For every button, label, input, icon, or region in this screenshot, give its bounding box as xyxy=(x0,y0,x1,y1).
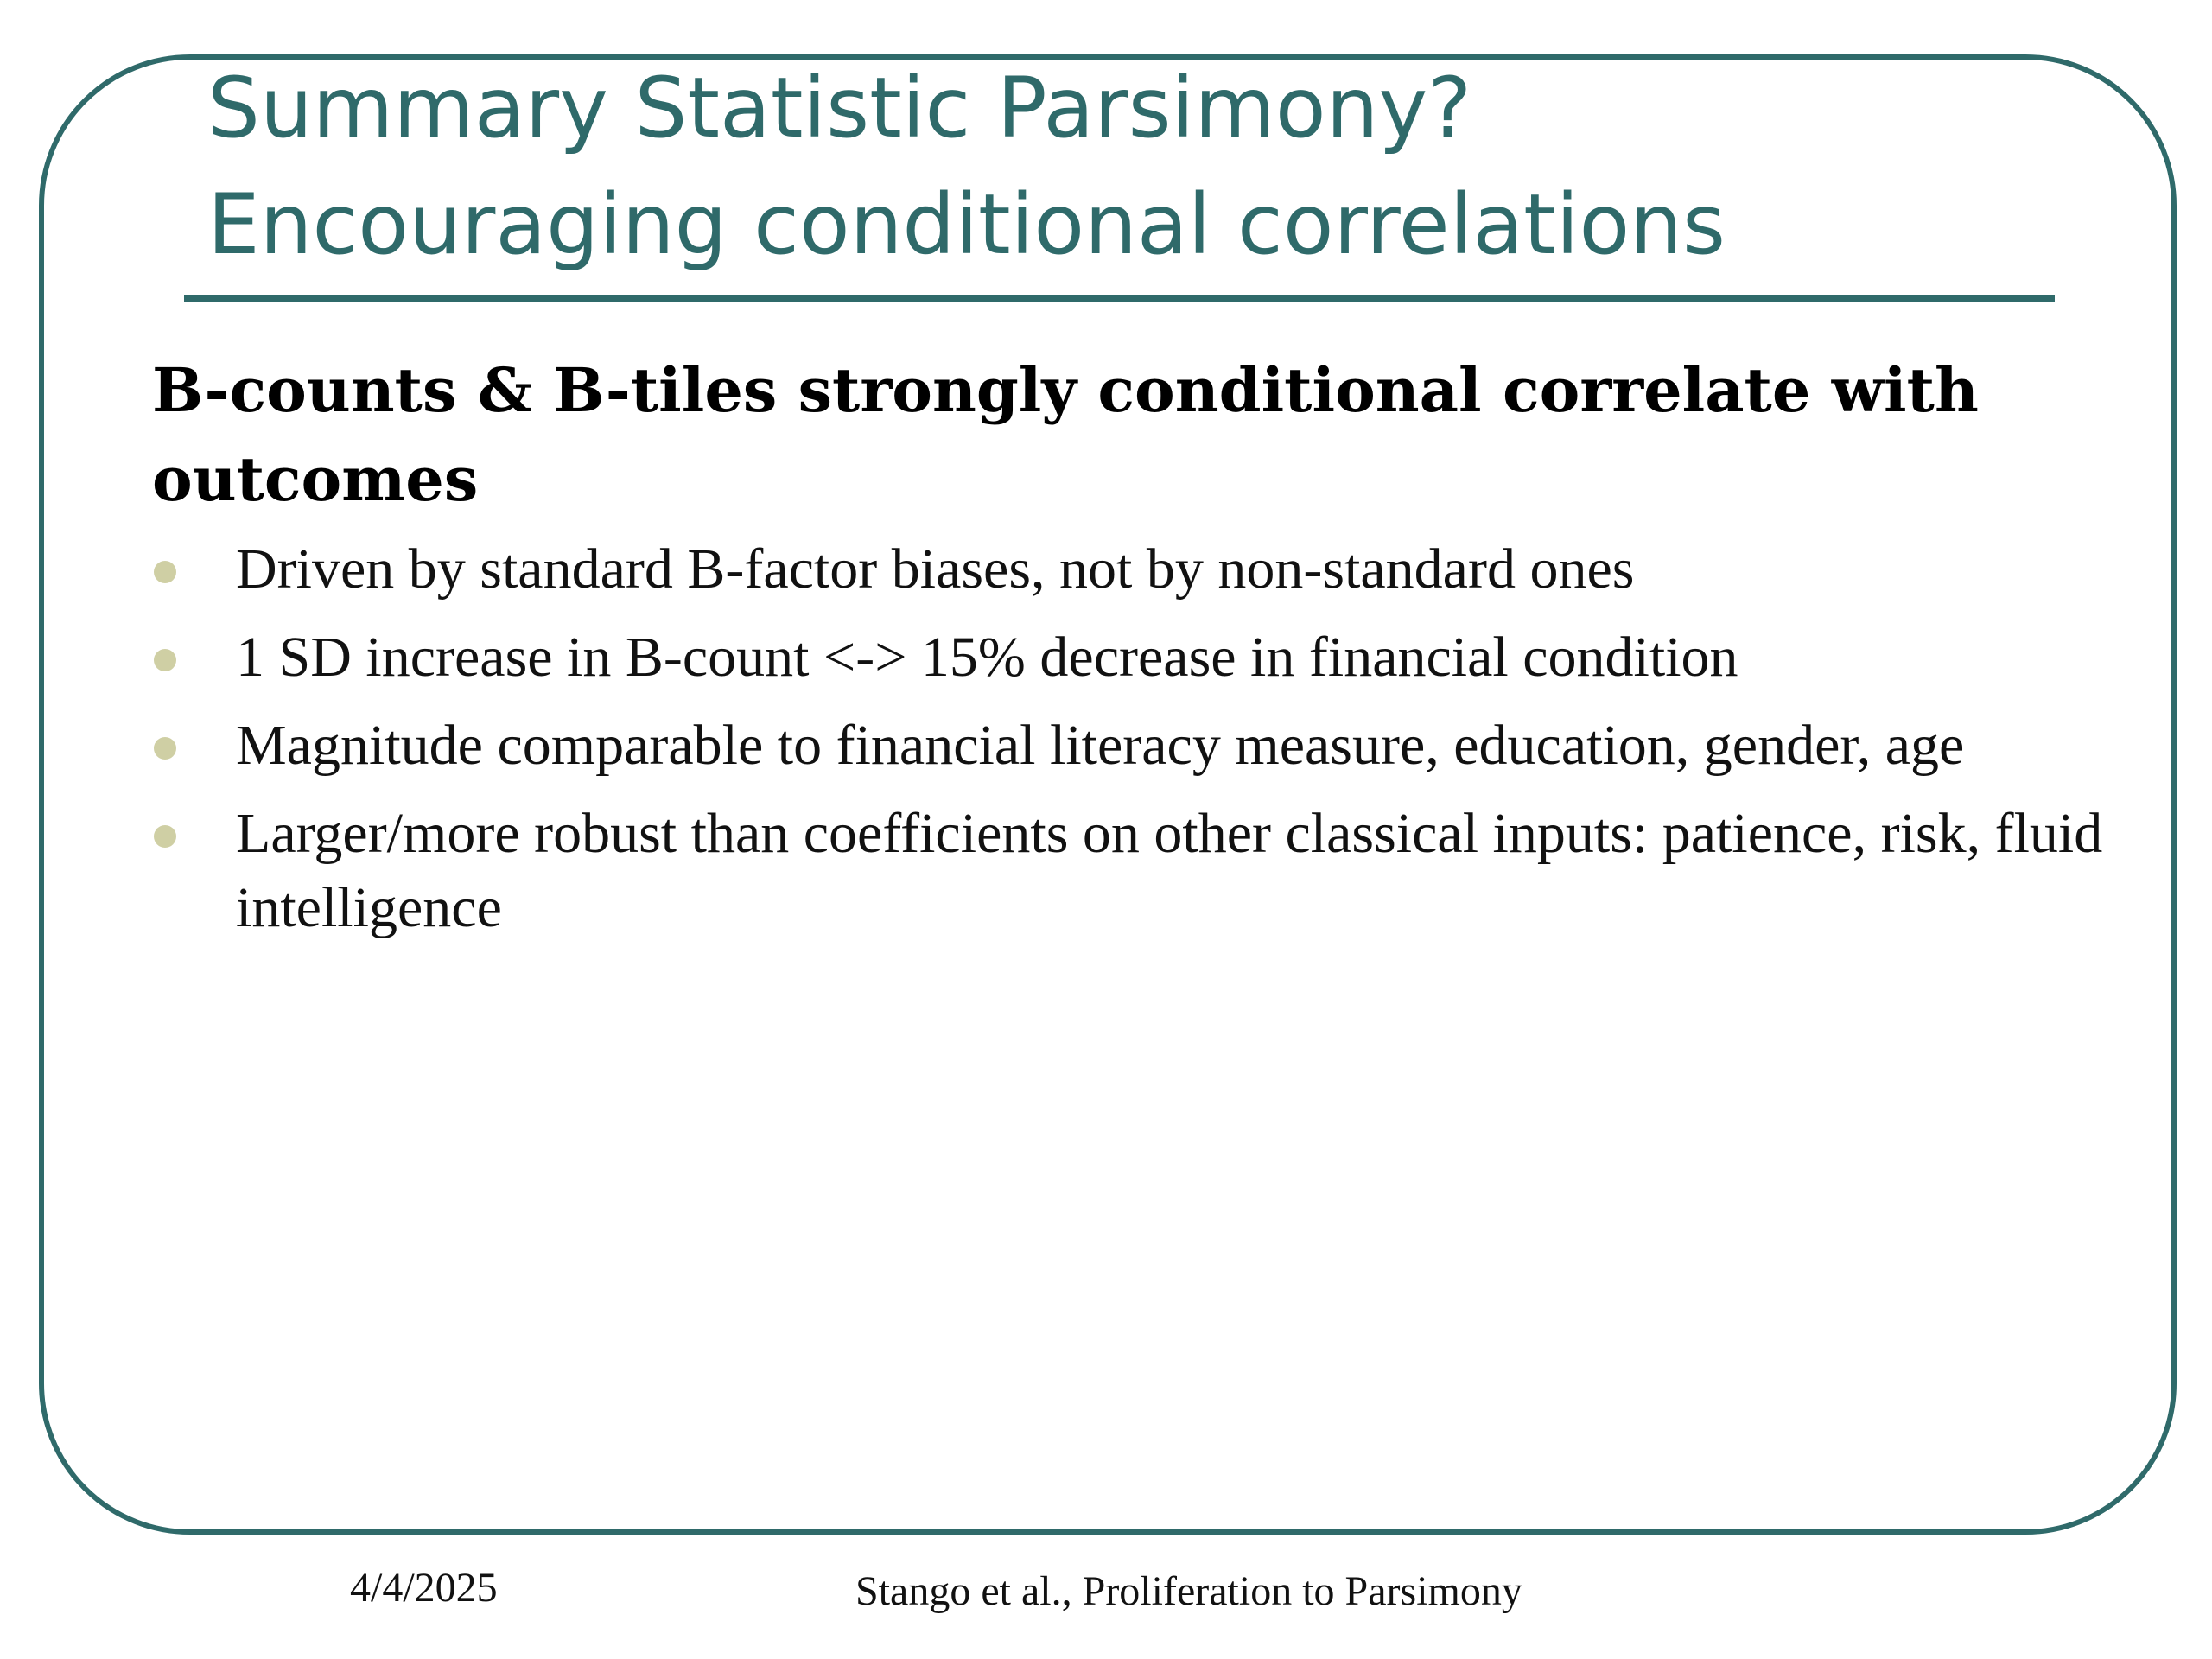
title-line-2: Encouraging conditional correlations xyxy=(207,176,1726,273)
title-line-1: Summary Statistic Parsimony? xyxy=(207,60,1472,156)
slide-title xyxy=(207,50,2022,283)
subheading: B-counts & B-tiles strongly conditional correlate with outcomes xyxy=(152,354,1979,515)
bullet-item xyxy=(152,620,2139,695)
bullet-dot-icon xyxy=(154,561,176,583)
footer-title: Stango et al., Proliferation to Parsimony xyxy=(855,1568,1522,1614)
bullet-dot-icon xyxy=(154,825,176,848)
bullet-text: Driven by standard B-factor biases, not by non-standard ones xyxy=(236,537,1635,601)
bullet-text: 1 SD increase in B-count <-> 15% decrease in financial condition xyxy=(236,626,1738,689)
title-divider xyxy=(184,295,2055,302)
bullet-item xyxy=(152,532,2139,607)
bullet-text: Larger/more robust than coefficients on other classical inputs: patience, risk, fluid intelligence xyxy=(236,802,2103,939)
bullet-text: Magnitude comparable to financial literacy measure, education, gender, age xyxy=(236,714,1965,777)
footer-date: 4/4/2025 xyxy=(350,1565,498,1611)
bullet-dot-icon xyxy=(154,737,176,760)
bullet-dot-icon xyxy=(154,649,176,671)
bullet-item xyxy=(152,709,2139,783)
bullet-item xyxy=(152,797,2139,945)
bullet-list xyxy=(152,532,2139,959)
